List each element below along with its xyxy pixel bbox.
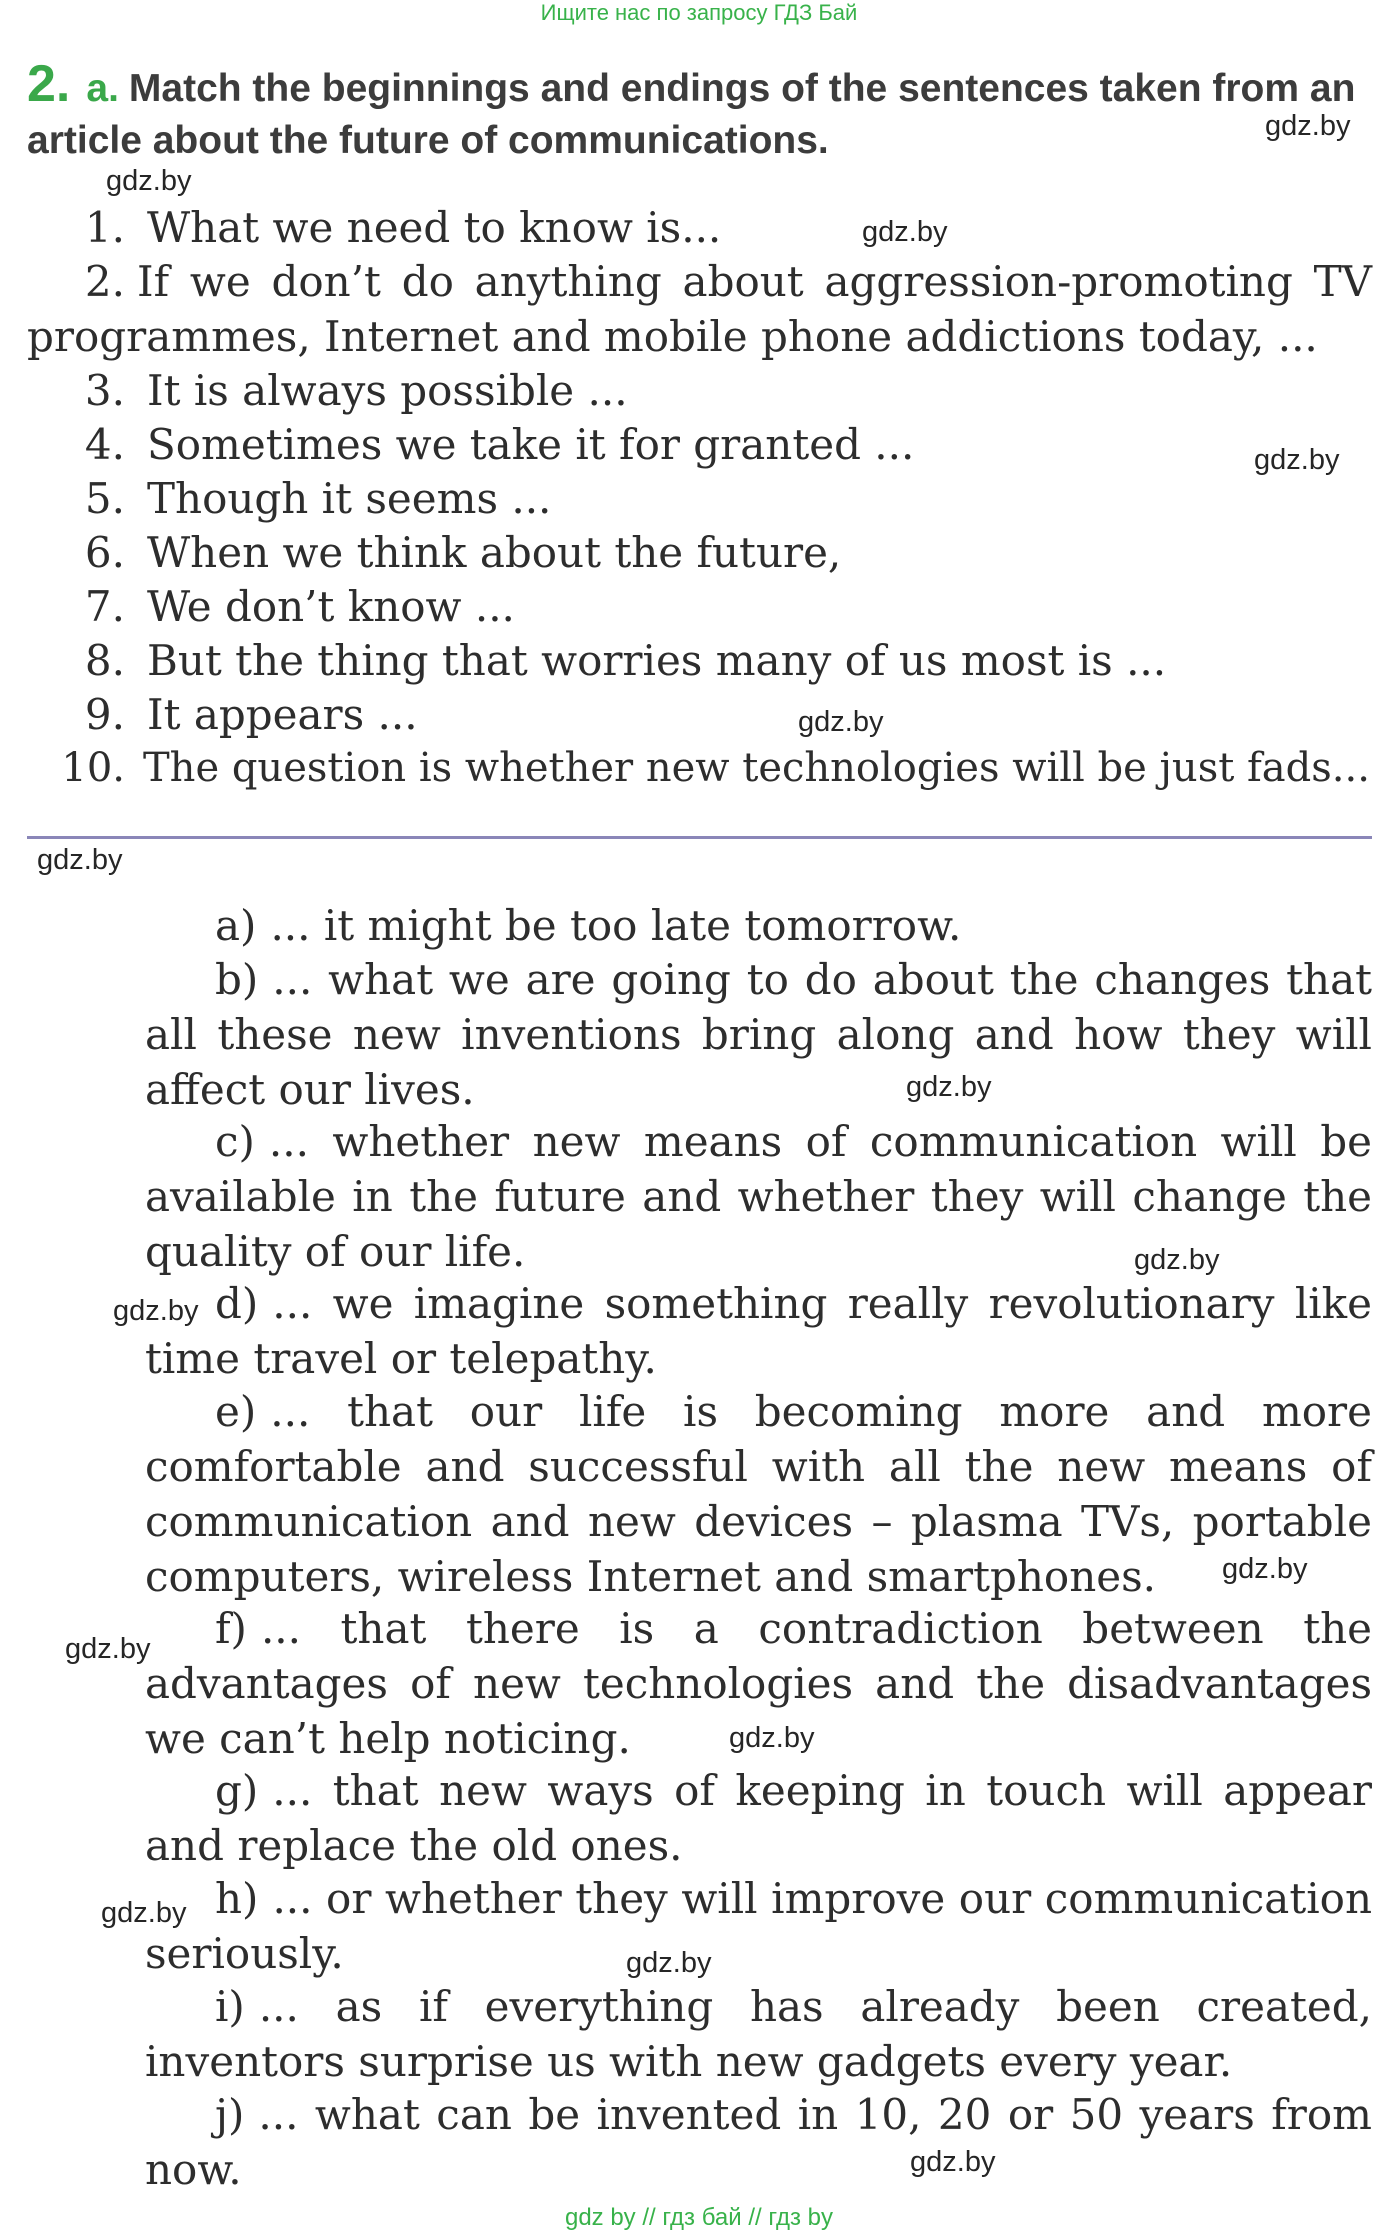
item-label: j) (215, 2090, 245, 2139)
watermark: gdz.by (1222, 1553, 1308, 1585)
item-text: What we need to know is... (147, 203, 722, 252)
item-number: 5. (84, 474, 125, 523)
watermark: gdz.by (1254, 444, 1340, 476)
item-text: ... or whether they will improve our communication seriously. (145, 1874, 1372, 1978)
watermark: gdz.by (626, 1947, 712, 1979)
task-heading (27, 55, 1372, 167)
beginning-item (27, 254, 1372, 364)
item-text: We don’t know ... (147, 582, 515, 631)
item-text: ... whether new means of communication will be available in the future and whether they will change the quality of our life. (145, 1117, 1372, 1276)
task-letter: a. (86, 67, 119, 110)
ending-item (145, 1871, 1372, 1981)
ending-item (145, 2087, 1372, 2197)
watermark: gdz.by (862, 216, 948, 248)
beginning-item (27, 471, 1372, 526)
beginning-item (27, 363, 1372, 418)
item-label: d) (215, 1279, 259, 1328)
ending-item (145, 1276, 1372, 1386)
item-text: The question is whether new technologies will be just fads... (143, 745, 1370, 791)
beginning-item (27, 741, 1372, 796)
item-text: ... that new ways of keeping in touch will appear and replace the old ones. (145, 1766, 1372, 1870)
beginning-item (27, 633, 1372, 688)
watermark: gdz.by (1265, 110, 1351, 142)
item-label: a) (215, 901, 257, 950)
ending-item (145, 1763, 1372, 1873)
watermark: gdz.by (798, 706, 884, 738)
watermark: gdz.by (729, 1722, 815, 1754)
item-number: 1. (84, 203, 125, 252)
item-text: It is always possible ... (147, 366, 628, 415)
item-label: f) (215, 1604, 247, 1653)
task-number: 2. (27, 55, 71, 113)
watermark: gdz.by (910, 2146, 996, 2178)
item-text: If we don’t do anything about aggression-promoting TV programmes, Internet and mobile phone addictions today, ... (27, 257, 1372, 361)
beginning-item (27, 525, 1372, 580)
item-number: 3. (84, 366, 125, 415)
section-divider (27, 836, 1372, 839)
item-text: When we think about the future, (147, 528, 842, 577)
ending-item (145, 952, 1372, 1117)
item-text: ... we imagine something really revolutionary like time travel or telepathy. (145, 1279, 1372, 1383)
footer-links[interactable]: gdz by // гдз бай // гдз by (564, 2204, 834, 2231)
item-text: Though it seems ... (147, 474, 552, 523)
item-text: But the thing that worries many of us most is ... (147, 636, 1167, 685)
watermark: gdz.by (37, 844, 123, 876)
watermark: gdz.by (106, 165, 192, 197)
item-text: ... it might be too late tomorrow. (270, 901, 962, 950)
item-number: 4. (84, 420, 125, 469)
item-number: 6. (84, 528, 125, 577)
item-number: 7. (84, 582, 125, 631)
watermark: gdz.by (65, 1633, 151, 1665)
item-number: 2. (84, 257, 125, 306)
item-number: 8. (84, 636, 125, 685)
beginning-item (27, 687, 1372, 742)
beginning-item (27, 417, 1372, 472)
ending-item (145, 1384, 1372, 1604)
item-text: ... as if everything has already been created, inventors surprise us with new gadgets every year. (145, 1982, 1372, 2086)
task-instruction: Match the beginnings and endings of the sentences taken from an article about the future of communications. (27, 67, 1356, 162)
item-label: c) (215, 1117, 255, 1166)
item-text: Sometimes we take it for granted ... (147, 420, 915, 469)
item-text: ... what can be invented in 10, 20 or 50 years from now. (145, 2090, 1372, 2194)
watermark: gdz.by (101, 1897, 187, 1929)
item-text: It appears ... (147, 690, 418, 739)
item-label: i) (215, 1982, 245, 2031)
item-label: h) (215, 1874, 259, 1923)
item-number: 9. (84, 690, 125, 739)
watermark: gdz.by (1134, 1244, 1220, 1276)
item-text: ... that our life is becoming more and more comfortable and successful with all the new means of communication and new devices – plasma TVs, portable computers, wireless Internet and smartphones. (145, 1387, 1372, 1601)
watermark: gdz.by (906, 1071, 992, 1103)
beginning-item (27, 200, 1372, 255)
item-label: e) (215, 1387, 257, 1436)
watermark: gdz.by (113, 1295, 199, 1327)
top-banner[interactable]: Ищите нас по запросу ГДЗ Бай (540, 0, 858, 25)
ending-item (145, 898, 1372, 953)
beginning-item (27, 579, 1372, 634)
ending-item (145, 1979, 1372, 2089)
item-text: ... that there is a contradiction between the advantages of new technologies and the disadvantages we can’t help noticing. (145, 1604, 1372, 1763)
item-label: b) (215, 955, 259, 1004)
item-number: 10. (61, 745, 125, 791)
item-text: ... what we are going to do about the changes that all these new inventions bring along and how they will affect our lives. (145, 955, 1372, 1114)
item-label: g) (215, 1766, 259, 1815)
